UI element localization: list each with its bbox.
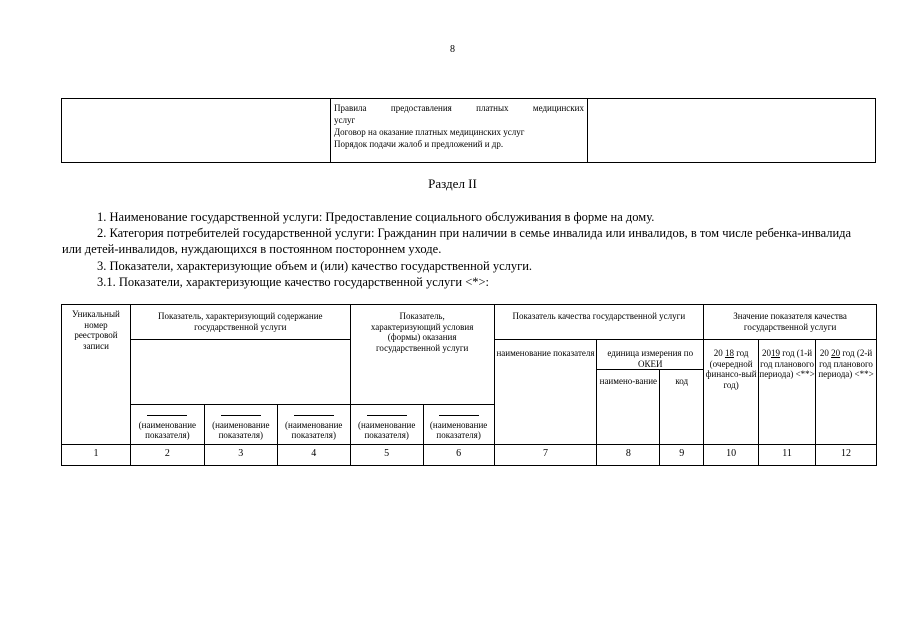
header-quality-indicator: Показатель качества государственной услуги [494, 305, 704, 340]
col-number: 7 [494, 444, 597, 465]
col-number: 11 [759, 444, 816, 465]
col-number: 9 [660, 444, 704, 465]
table-cell [130, 340, 350, 405]
sub-name-cell-4: (наименование показателя) [277, 405, 350, 445]
header-unit-okei: единица измерения по ОКЕИ [597, 340, 704, 370]
paragraph-service-name: 1. Наименование государственной услуги: Предоставление социального обслуживания в форме на дому. [97, 210, 655, 224]
col-number: 12 [816, 444, 877, 465]
sub-name-cell-2: (наименование показателя) [130, 405, 204, 445]
sub-name-cell-5: (наименование показателя) [350, 405, 423, 445]
blank-line [147, 415, 187, 417]
blank-line [294, 415, 334, 417]
services-info-table [61, 98, 876, 163]
paragraph-quality-indicators: 3.1. Показатели, характеризующие качество государственной услуги <*>: [97, 275, 490, 289]
col-number: 3 [204, 444, 277, 465]
page-number: 8 [450, 44, 455, 55]
sub-name-cell-3: (наименование показателя) [204, 405, 277, 445]
table-cell [588, 99, 876, 163]
blank-line [439, 415, 479, 417]
col-number: 10 [704, 444, 759, 465]
section-title: Раздел II [428, 176, 477, 191]
col-number: 4 [277, 444, 350, 465]
header-unique-number: Уникальный номер реестровой записи [62, 305, 131, 445]
column-number-row [62, 444, 877, 465]
col-number: 5 [350, 444, 423, 465]
blank-line [367, 415, 407, 417]
header-conditions-indicator: Показатель, характеризующий условия (формы) оказания государственной услуги [350, 305, 494, 405]
col-number: 8 [597, 444, 660, 465]
col-number: 2 [130, 444, 204, 465]
year-plan-2-value: 20 [831, 348, 841, 358]
blank-line [221, 415, 261, 417]
header-year-plan-1: 2019 год (1-й год планового периода) <**> [759, 340, 816, 445]
rules-line-cont: услуг [334, 115, 356, 125]
header-indicator-name: наименование показателя [494, 340, 597, 445]
rules-line: Правила предоставления платных медицинских [334, 103, 584, 113]
col-number: 1 [62, 444, 131, 465]
header-year-plan-2: 20 20 год (2-й год планового периода) <**> [816, 340, 877, 445]
col-number: 6 [423, 444, 494, 465]
table-cell [331, 99, 588, 163]
header-quality-values: Значение показателя качества государственной услуги [704, 305, 877, 340]
header-unit-name: наимено-вание [597, 370, 660, 445]
year-plan-1-value: 19 [771, 348, 780, 358]
paragraph-consumers: 2. Категория потребителей государственной услуги: Гражданин при наличии в семье инвалида или инвалидов, в том числе ребенка-инвалида или детей-инвалидов, нуждающихся в постоянном постороннем уходе. [62, 226, 852, 256]
complaints-line: Порядок подачи жалоб и предложений и др. [334, 139, 504, 149]
header-unit-code: код [660, 370, 704, 445]
header-content-indicator: Показатель, характеризующий содержание государственной услуги [130, 305, 350, 340]
year-current-value: 18 [724, 348, 734, 358]
table-cell [62, 99, 331, 163]
quality-indicators-table [61, 304, 877, 466]
paragraph-indicators: 3. Показатели, характеризующие объем и (или) качество государственной услуги. [97, 259, 533, 273]
sub-name-cell-6: (наименование показателя) [423, 405, 494, 445]
header-year-current: 20 18 год (очередной финансо-вый год) [704, 340, 759, 445]
contract-line: Договор на оказание платных медицинских услуг [334, 127, 525, 137]
